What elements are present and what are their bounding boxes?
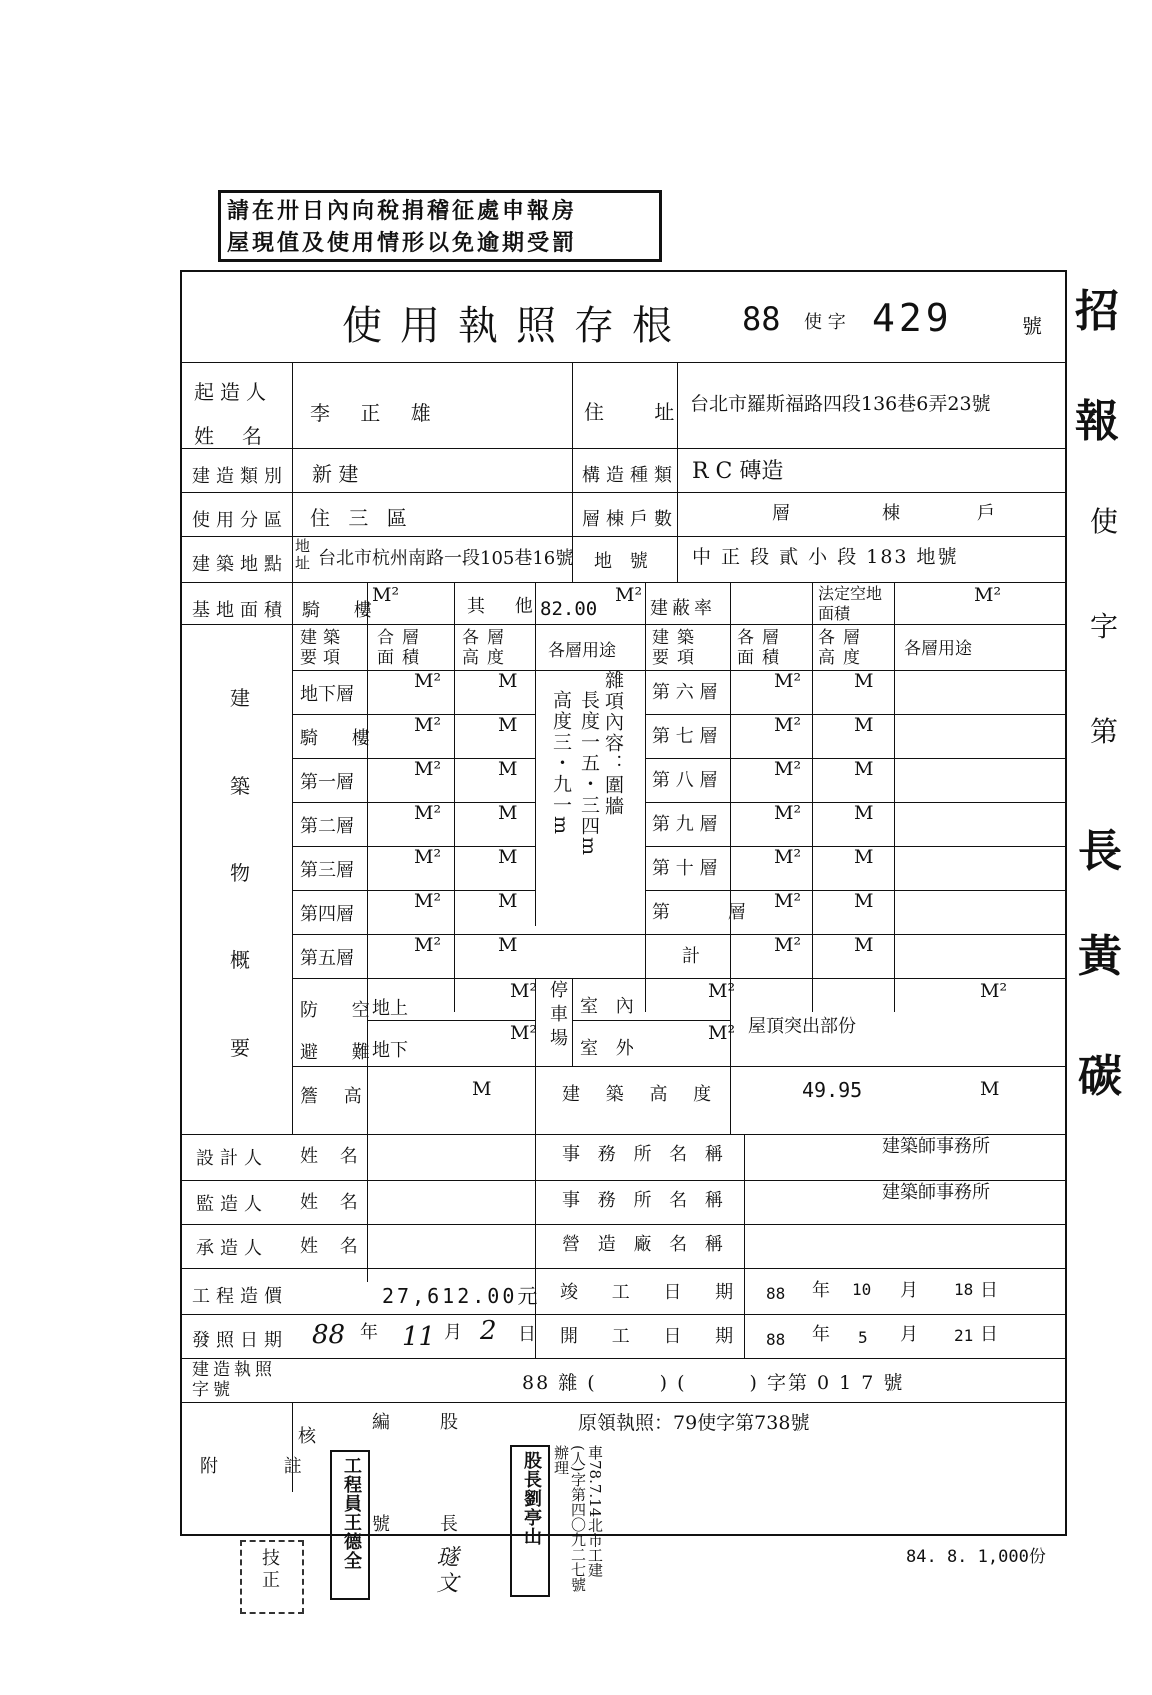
margin-char: 報 — [1075, 396, 1119, 447]
floor-label: 地下層 — [300, 684, 354, 705]
height-unit: M — [854, 670, 874, 692]
chief-stamp-text: 股長劉亭山 — [521, 1451, 542, 1546]
structure-label: 構造種類 — [582, 465, 678, 486]
build-type-value: 新 建 — [312, 462, 359, 486]
margin-char: 字 — [1090, 610, 1119, 643]
year-char: 年 — [812, 1280, 830, 1301]
area-unit: M² — [414, 846, 442, 868]
contractor-name-label: 姓 名 — [300, 1236, 366, 1257]
cost-value: 27,612.00元 — [382, 1284, 541, 1308]
height-unit: M — [498, 934, 518, 956]
side-label: 概 — [230, 948, 250, 972]
supervisor-label: 監造人 — [196, 1194, 268, 1215]
site-address: 台北市杭州南路一段105巷16號 — [318, 548, 574, 569]
print-footer: 84. 8. 1,000份 — [906, 1547, 1046, 1567]
permit-char: 使 字 — [804, 312, 846, 333]
height-unit: M — [498, 758, 518, 780]
floor-label: 第 八 層 — [652, 770, 718, 791]
applicant-address: 台北市羅斯福路四段136巷6弄23號 — [690, 393, 991, 415]
above-ground-label: 地上 — [372, 998, 408, 1019]
address-label: 住 址 — [584, 400, 697, 424]
indoor-label: 室 內 — [580, 996, 640, 1017]
use2-header: 各層用途 — [904, 639, 972, 659]
day-char: 日 — [980, 1280, 998, 1301]
permit-year: 88 — [742, 300, 781, 338]
area-unit: M² — [774, 934, 802, 956]
tax-notice — [218, 190, 662, 262]
other-unit: M² — [615, 584, 643, 606]
building-height-value: 49.95 — [802, 1078, 863, 1102]
month-char: 月 — [900, 1324, 918, 1345]
technician-seal-text: 技正 — [259, 1548, 280, 1592]
households-unit: 戶 — [977, 503, 995, 524]
start-day: 21 — [954, 1326, 974, 1345]
indoor-unit: M² — [708, 980, 736, 1002]
height-unit: M — [854, 846, 874, 868]
issue-year: 88 — [312, 1320, 346, 1350]
height-unit: M — [854, 802, 874, 824]
misc-items-content: 雜項內容：圍牆 — [602, 670, 624, 817]
margin-char: 使 — [1090, 505, 1119, 538]
year-char: 年 — [360, 1322, 378, 1343]
outdoor-label: 室 外 — [580, 1038, 640, 1059]
floor-label: 第 層 — [652, 902, 772, 923]
floor-label: 第 七 層 — [652, 726, 718, 747]
cost-label: 工程造價 — [192, 1286, 288, 1307]
designer-office-label: 事 務 所 名 稱 — [562, 1144, 729, 1165]
permit-number: 429 — [872, 296, 953, 340]
area-unit: M² — [774, 890, 802, 912]
height-unit: M — [498, 670, 518, 692]
notice-line-2: 屋現值及使用情形以免逾期受罰 — [227, 230, 578, 256]
floor-label: 第一層 — [300, 772, 354, 793]
issue-day: 2 — [480, 1316, 497, 1346]
applicant-label: 起造人 — [194, 380, 272, 404]
month-char: 月 — [444, 1322, 462, 1343]
arcade-unit: M² — [372, 584, 400, 606]
number-label: 號 — [372, 1514, 390, 1535]
open-space-unit: M² — [974, 584, 1002, 606]
completion-month: 10 — [852, 1280, 872, 1299]
designer-office-value: 建築師事務所 — [882, 1136, 990, 1157]
floor-label: 第三層 — [300, 860, 354, 881]
area2-header: 各層面積 — [737, 628, 787, 668]
side-label: 物 — [230, 861, 250, 885]
height-unit: M — [854, 758, 874, 780]
zone-label: 使用分區 — [192, 510, 288, 531]
margin-char: 碳 — [1078, 1051, 1122, 1102]
area-unit: M² — [774, 758, 802, 780]
height-unit: M — [854, 934, 874, 956]
note-text: 原領執照：79使字第738號 — [578, 1412, 810, 1434]
coverage-label: 建蔽率 — [650, 598, 716, 619]
handwritten-initial: 璲文 — [433, 1545, 458, 1597]
below-ground-label: 地下 — [372, 1040, 408, 1061]
margin-char: 第 — [1090, 715, 1119, 748]
area-unit: M² — [414, 758, 442, 780]
open-space-label: 法定空地面積 — [818, 584, 883, 623]
area-header: 合層面積 — [377, 628, 427, 668]
edit-label: 編 — [372, 1412, 390, 1433]
supervisor-name-label: 姓 名 — [300, 1192, 366, 1213]
lot-label: 地 號 — [594, 551, 654, 572]
floor-label: 騎 樓 — [300, 728, 384, 749]
below-ground-unit: M² — [510, 1022, 538, 1044]
start-date-label: 開 工 日 期 — [560, 1326, 748, 1347]
total-label: 計 — [682, 946, 700, 967]
use-header: 各層用途 — [548, 641, 616, 661]
form-title: 使用執照存根 — [342, 303, 690, 349]
roof-unit: M² — [980, 980, 1008, 1002]
completion-year: 88 — [766, 1284, 786, 1303]
height-unit: M — [498, 846, 518, 868]
outdoor-unit: M² — [708, 1022, 736, 1044]
lot-number: 中 正 段 貳 小 段 183 地號 — [692, 546, 959, 568]
chief-label: 長 — [440, 1514, 458, 1535]
eave-label: 簷 高 — [300, 1086, 372, 1107]
misc-length: 長度一五・三四m — [578, 690, 600, 858]
engineer-stamp-text: 工程員王德全 — [341, 1456, 362, 1570]
item-header: 建築要項 — [300, 628, 346, 668]
applicant-name: 李 正 雄 — [310, 401, 443, 425]
structure-value: R C 磚造 — [692, 459, 784, 484]
section-label: 股 — [440, 1412, 458, 1433]
issue-date-label: 發照日期 — [192, 1330, 288, 1351]
supervisor-office-value: 建築師事務所 — [882, 1182, 990, 1203]
supervisor-office-label: 事 務 所 名 稱 — [562, 1190, 729, 1211]
start-month: 5 — [858, 1328, 868, 1347]
chief-stamp — [510, 1445, 550, 1597]
floor-label: 第 十 層 — [652, 858, 718, 879]
building-height-label: 建 築 高 度 — [562, 1084, 722, 1105]
area-unit: M² — [774, 670, 802, 692]
buildings-unit: 棟 — [882, 503, 900, 524]
contractor-office-label: 營 造 廠 名 稱 — [562, 1234, 729, 1255]
side-label: 要 — [230, 1036, 250, 1060]
build-type-label: 建造類別 — [192, 466, 288, 487]
arcade-label: 騎 樓 — [302, 600, 386, 621]
engineer-stamp — [330, 1450, 370, 1600]
height-unit: M — [854, 890, 874, 912]
start-year: 88 — [766, 1330, 786, 1349]
floors-label: 層棟戶數 — [582, 509, 678, 530]
margin-char: 招 — [1075, 286, 1119, 337]
height-unit: M — [498, 890, 518, 912]
misc-height: 高度三・九一m — [550, 690, 572, 837]
note-label: 附 註 — [200, 1456, 332, 1477]
roof-label: 屋頂突出部份 — [748, 1016, 856, 1037]
name-label: 姓名 — [194, 424, 290, 448]
area-unit: M² — [414, 934, 442, 956]
area-unit: M² — [774, 802, 802, 824]
designer-label: 設計人 — [196, 1148, 268, 1169]
notice-line-1: 請在卅日內向稅捐稽征處申報房 — [227, 198, 578, 224]
other-value: 82.00 — [540, 598, 598, 620]
building-height-unit: M — [980, 1078, 1000, 1100]
permit-label: 建造執照字號 — [192, 1360, 276, 1400]
zone-value: 住 三 區 — [310, 506, 413, 530]
side-label: 建 — [230, 686, 250, 710]
floors-unit: 層 — [772, 503, 790, 524]
height-unit: M — [498, 714, 518, 736]
margin-char: 黃 — [1078, 931, 1122, 982]
area-unit: M² — [414, 890, 442, 912]
permit-form — [180, 270, 1067, 1536]
height-unit: M — [854, 714, 874, 736]
item2-header: 建築要項 — [652, 628, 702, 668]
floor-label: 第二層 — [300, 816, 354, 837]
month-char: 月 — [900, 1280, 918, 1301]
site-label: 建築地點 — [192, 554, 288, 575]
eave-unit: M — [472, 1078, 492, 1100]
shelter-label: 避 難 — [300, 1042, 384, 1063]
permit-suffix: 號 — [1022, 314, 1042, 338]
parking-label: 停車場 — [547, 980, 568, 1052]
designer-name-label: 姓 名 — [300, 1146, 366, 1167]
area-unit: M² — [414, 802, 442, 824]
site-address-label: 地址 — [293, 538, 311, 572]
completion-date-label: 竣 工 日 期 — [560, 1282, 748, 1303]
approval-stamp-text: 車78.7.14北市工建(人)字第四〇九二七號辦理 — [552, 1445, 604, 1592]
above-ground-unit: M² — [510, 980, 538, 1002]
technician-seal — [240, 1540, 304, 1614]
floor-label: 第五層 — [300, 948, 354, 969]
area-unit: M² — [774, 846, 802, 868]
day-char: 日 — [518, 1324, 536, 1345]
contractor-label: 承造人 — [196, 1238, 268, 1259]
area-unit: M² — [414, 714, 442, 736]
floor-label: 第 九 層 — [652, 814, 718, 835]
air-defense-label: 防 空 — [300, 1000, 384, 1021]
floor-label: 第四層 — [300, 904, 354, 925]
height2-header: 各層高度 — [818, 628, 868, 668]
side-label: 築 — [230, 774, 250, 798]
completion-day: 18 — [954, 1280, 974, 1299]
area-unit: M² — [774, 714, 802, 736]
margin-char: 長 — [1078, 826, 1122, 877]
year-char: 年 — [812, 1324, 830, 1345]
site-area-label: 基地面積 — [192, 600, 288, 621]
day-char: 日 — [980, 1324, 998, 1345]
other-label: 其 他 — [467, 596, 545, 617]
height-header: 各層高度 — [462, 628, 512, 668]
height-unit: M — [498, 802, 518, 824]
area-unit: M² — [414, 670, 442, 692]
issue-month: 11 — [402, 1322, 436, 1352]
check-label: 核 — [298, 1426, 316, 1447]
permit-value: 88 雜 ( ) ( ) 字第 0 1 7 號 — [522, 1372, 905, 1394]
floor-label: 第 六 層 — [652, 682, 718, 703]
